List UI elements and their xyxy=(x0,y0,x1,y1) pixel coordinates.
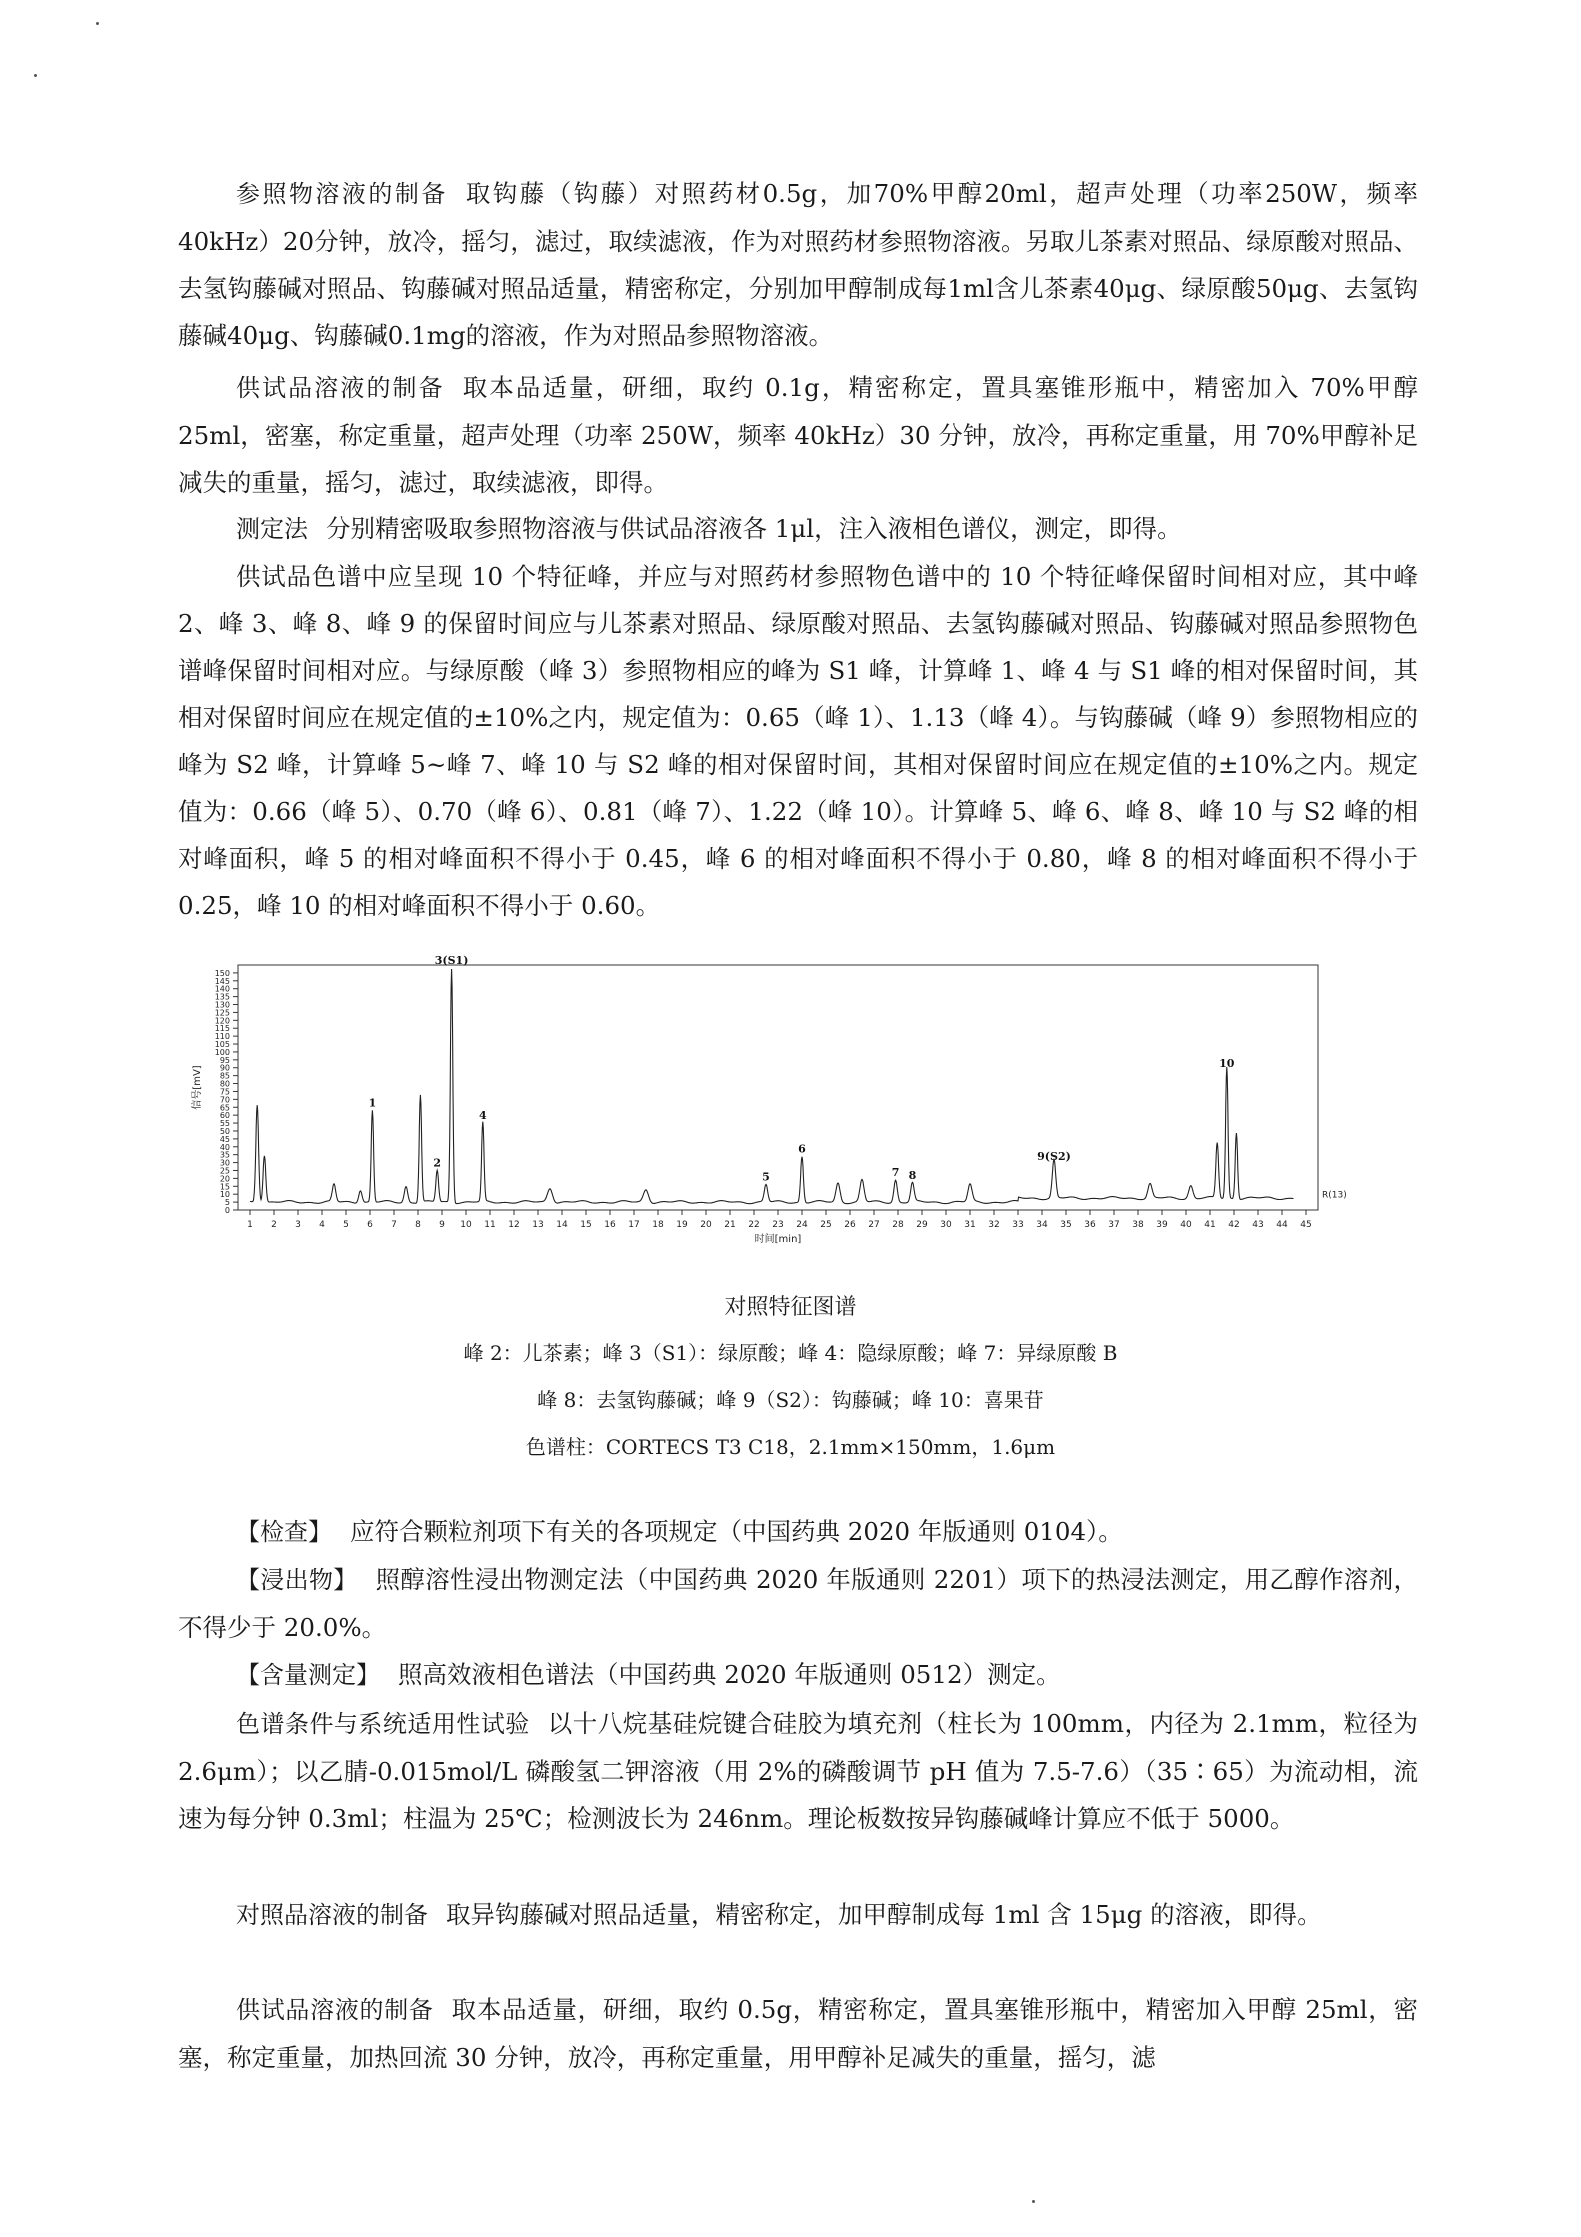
x-tick-label: 38 xyxy=(1132,1220,1144,1230)
conditions-text: 以十八烷基硅烷键合硅胶为填充剂（柱长为 100mm，内径为 2.1mm，粒径为 2.6μm）；以乙腈-0.015mol/L 磷酸氢二钾溶液（用 2%的磷酸调节 pH 值为 7.5-7.6）（35∶65）为流动相，流速为每分钟 0.3ml；柱温为 25℃；检测波长为 246nm。理论板数按异钩藤碱峰计算应不低于 5000。 xyxy=(178,1709,1418,1833)
x-tick-label: 10 xyxy=(460,1220,472,1230)
peak-label: 10 xyxy=(1219,1056,1235,1070)
y-tick-label: 60 xyxy=(219,1111,230,1121)
x-tick-label: 43 xyxy=(1252,1220,1264,1230)
x-tick-label: 1 xyxy=(247,1220,253,1230)
y-tick-label: 80 xyxy=(219,1079,230,1089)
conditions-paragraph xyxy=(178,1700,1418,1842)
x-tick-label: 7 xyxy=(391,1220,397,1230)
trace-label: R(13) xyxy=(1322,1190,1347,1201)
chromatogram-trace xyxy=(250,969,1294,1204)
inspection-text: 应符合颗粒剂项下有关的各项规定（中国药典 2020 年版通则 0104）。 xyxy=(350,1517,1123,1546)
x-tick-label: 6 xyxy=(367,1220,373,1230)
x-tick-label: 45 xyxy=(1300,1220,1312,1230)
peak-label: 3(S1) xyxy=(434,954,469,968)
peak-label: 1 xyxy=(368,1096,377,1110)
extract-text: 照醇溶性浸出物测定法（中国药典 2020 年版通则 2201）项下的热浸法测定，用乙醇作溶剂，不得少于 20.0%。 xyxy=(178,1565,1419,1642)
y-tick-label: 55 xyxy=(219,1119,230,1129)
x-tick-label: 30 xyxy=(940,1220,952,1230)
y-tick-label: 5 xyxy=(224,1198,230,1208)
extract-heading: 【浸出物】 xyxy=(236,1566,358,1594)
y-tick-label: 120 xyxy=(214,1016,230,1026)
y-tick-label: 100 xyxy=(214,1047,230,1057)
x-tick-label: 22 xyxy=(748,1220,760,1230)
x-tick-label: 37 xyxy=(1108,1220,1120,1230)
ref-prep-text: 取异钩藤碱对照品适量，精密称定，加甲醇制成每 1ml 含 15μg 的溶液，即得。 xyxy=(446,1900,1322,1929)
x-tick-label: 14 xyxy=(556,1220,568,1230)
y-tick-label: 45 xyxy=(219,1134,230,1144)
y-tick-label: 145 xyxy=(214,976,230,986)
x-tick-label: 39 xyxy=(1156,1220,1168,1230)
y-tick-label: 50 xyxy=(219,1126,230,1136)
scan-speck xyxy=(96,22,99,25)
y-tick-label: 30 xyxy=(219,1158,230,1168)
figure-legend-line-3: 色谱柱：CORTECS T3 C18，2.1mm×150mm，1.6μm xyxy=(525,1435,1056,1459)
peak-label: 4 xyxy=(478,1109,487,1123)
x-tick-label: 20 xyxy=(700,1220,712,1230)
y-tick-label: 65 xyxy=(219,1103,230,1113)
chromatogram-chart xyxy=(178,950,1418,1275)
inspection-heading: 【检查】 xyxy=(236,1518,332,1546)
x-tick-label: 35 xyxy=(1060,1220,1072,1230)
y-tick-label: 25 xyxy=(219,1166,230,1176)
y-tick-label: 140 xyxy=(214,984,230,994)
peak-label: 9(S2) xyxy=(1037,1150,1071,1164)
x-tick-label: 36 xyxy=(1084,1220,1096,1230)
y-tick-label: 75 xyxy=(219,1087,230,1097)
x-tick-label: 31 xyxy=(964,1220,976,1230)
test-solution-text: 取本品适量，研细，取约 0.1g，精密称定，置具塞锥形瓶中，精密加入 70%甲醇 25ml，密塞，称定重量，超声处理（功率 250W，频率 40kHz）30 分钟，放冷，再称定重量，用 70%甲醇补足减失的重量，摇匀，滤过，取续滤液，即得。 xyxy=(178,373,1418,497)
x-tick-label: 44 xyxy=(1276,1220,1288,1230)
peak-label: 6 xyxy=(798,1142,806,1156)
x-axis-label: 时间[min] xyxy=(754,1234,802,1245)
ref-prep-heading: 对照品溶液的制备 xyxy=(236,1901,428,1929)
x-tick-label: 5 xyxy=(343,1220,349,1230)
ref-solution-heading: 参照物溶液的制备 xyxy=(236,180,448,208)
y-tick-label: 130 xyxy=(214,1000,230,1010)
criteria-text: 供试品色谱中应呈现 10 个特征峰，并应与对照药材参照物色谱中的 10 个特征峰保留时间相对应，其中峰 2、峰 3、峰 8、峰 9 的保留时间应与儿茶素对照品、绿原酸对照品、去氢钩藤碱对照品、钩藤碱对照品参照物色谱峰保留时间相对应。与绿原酸（峰 3）参照物相应的峰为 S1 峰，计算峰 1、峰 4 与 S1 峰的相对保留时间，其相对保留时间应在规定值的±10%之内，规定值为：0.65（峰 1）、1.13（峰 4）。与钩藤碱（峰 9）参照物相应的峰为 S2 峰，计算峰 5~峰 7、峰 10 与 S2 峰的相对保留时间，其相对保留时间应在规定值的±10%之内。规定值为：0.66（峰 5）、0.70（峰 6）、0.81（峰 7）、1.22（峰 10）。计算峰 5、峰 6、峰 8、峰 10 与 S2 峰的相对峰面积，峰 5 的相对峰面积不得小于 0.45，峰 6 的相对峰面积不得小于 0.80，峰 8 的相对峰面积不得小于 0.25，峰 10 的相对峰面积不得小于 0.60。 xyxy=(178,562,1418,920)
ref-solution-paragraph xyxy=(178,170,1418,359)
figure-title: 对照特征图谱 xyxy=(724,1295,857,1320)
y-tick-label: 90 xyxy=(219,1063,230,1073)
x-tick-label: 15 xyxy=(580,1220,592,1230)
method-paragraph xyxy=(178,505,1418,553)
x-tick-label: 11 xyxy=(484,1220,496,1230)
peak-label: 5 xyxy=(762,1170,770,1184)
scan-speck xyxy=(1032,2200,1035,2203)
test-prep-text: 取本品适量，研细，取约 0.5g，精密称定，置具塞锥形瓶中，精密加入甲醇 25ml，密塞，称定重量，加热回流 30 分钟，放冷，再称定重量，用甲醇补足减失的重量，摇匀，滤 xyxy=(178,1995,1419,2072)
assay-paragraph xyxy=(178,1651,1418,1699)
x-tick-label: 24 xyxy=(796,1220,808,1230)
x-tick-label: 13 xyxy=(532,1220,544,1230)
x-tick-label: 32 xyxy=(988,1220,1000,1230)
y-tick-label: 95 xyxy=(219,1055,230,1065)
x-tick-label: 18 xyxy=(652,1220,664,1230)
y-tick-label: 110 xyxy=(214,1032,230,1042)
x-tick-label: 16 xyxy=(604,1220,616,1230)
x-tick-label: 25 xyxy=(820,1220,832,1230)
y-tick-label: 35 xyxy=(219,1150,230,1160)
y-tick-label: 85 xyxy=(219,1071,230,1081)
method-heading: 测定法 xyxy=(236,515,308,543)
x-tick-label: 33 xyxy=(1012,1220,1024,1230)
peak-label: 2 xyxy=(433,1156,442,1170)
assay-text: 照高效液相色谱法（中国药典 2020 年版通则 0512）测定。 xyxy=(398,1660,1061,1689)
figure-legend-line-2: 峰 8：去氢钩藤碱；峰 9（S2）：钩藤碱；峰 10：喜果苷 xyxy=(537,1388,1044,1412)
y-tick-label: 20 xyxy=(219,1174,230,1184)
x-tick-label: 34 xyxy=(1036,1220,1048,1230)
y-tick-label: 40 xyxy=(219,1142,230,1152)
y-tick-label: 135 xyxy=(214,992,230,1002)
y-tick-label: 105 xyxy=(214,1040,230,1050)
extract-paragraph xyxy=(178,1556,1418,1651)
x-tick-label: 40 xyxy=(1180,1220,1192,1230)
ref-solution-text: 取钩藤（钩藤）对照药材0.5g，加70%甲醇20ml，超声处理（功率250W，频率40kHz）20分钟，放冷，摇匀，滤过，取续滤液，作为对照药材参照物溶液。另取儿茶素对照品、绿原酸对照品、去氢钩藤碱对照品、钩藤碱对照品适量，精密称定，分别加甲醇制成每1ml含儿茶素40μg、绿原酸50μg、去氢钩藤碱40μg、钩藤碱0.1mg的溶液，作为对照品参照物溶液。 xyxy=(178,179,1418,350)
conditions-heading: 色谱条件与系统适用性试验 xyxy=(236,1710,530,1738)
x-tick-label: 19 xyxy=(676,1220,688,1230)
x-tick-label: 26 xyxy=(844,1220,856,1230)
ref-prep-paragraph xyxy=(178,1891,1418,1939)
y-axis-label: 信号[mV] xyxy=(192,1065,203,1110)
y-tick-label: 0 xyxy=(224,1206,230,1215)
method-text: 分别精密吸取参照物溶液与供试品溶液各 1μl，注入液相色谱仪，测定，即得。 xyxy=(326,514,1182,543)
x-tick-label: 8 xyxy=(415,1220,421,1230)
assay-heading: 【含量测定】 xyxy=(236,1661,380,1689)
y-tick-label: 125 xyxy=(214,1008,230,1018)
x-tick-label: 41 xyxy=(1204,1220,1216,1230)
test-solution-paragraph xyxy=(178,364,1418,506)
y-tick-label: 115 xyxy=(214,1024,230,1034)
test-solution-heading: 供试品溶液的制备 xyxy=(236,374,445,402)
x-tick-label: 42 xyxy=(1228,1220,1240,1230)
x-tick-label: 4 xyxy=(319,1220,325,1230)
test-prep-paragraph xyxy=(178,1986,1418,2081)
x-tick-label: 23 xyxy=(772,1220,784,1230)
criteria-paragraph xyxy=(178,553,1418,929)
x-tick-label: 17 xyxy=(628,1220,640,1230)
peak-label: 7 xyxy=(891,1165,900,1179)
figure-legend-line-1: 峰 2：儿茶素；峰 3（S1）：绿原酸；峰 4：隐绿原酸；峰 7：异绿原酸 B xyxy=(463,1341,1118,1365)
x-tick-label: 27 xyxy=(868,1220,880,1230)
inspection-paragraph xyxy=(178,1508,1418,1556)
test-prep-heading: 供试品溶液的制备 xyxy=(236,1996,434,2024)
y-tick-label: 150 xyxy=(214,968,230,978)
x-tick-label: 29 xyxy=(916,1220,928,1230)
peak-label: 8 xyxy=(908,1169,917,1183)
scan-speck xyxy=(34,74,37,77)
plot-frame xyxy=(238,965,1318,1210)
y-tick-label: 10 xyxy=(219,1190,230,1200)
x-tick-label: 3 xyxy=(295,1220,301,1230)
x-tick-label: 2 xyxy=(271,1220,277,1230)
x-tick-label: 9 xyxy=(439,1220,445,1230)
y-tick-label: 70 xyxy=(219,1095,230,1105)
y-tick-label: 15 xyxy=(219,1182,230,1192)
x-tick-label: 12 xyxy=(508,1220,520,1230)
x-tick-label: 21 xyxy=(724,1220,736,1230)
x-tick-label: 28 xyxy=(892,1220,904,1230)
